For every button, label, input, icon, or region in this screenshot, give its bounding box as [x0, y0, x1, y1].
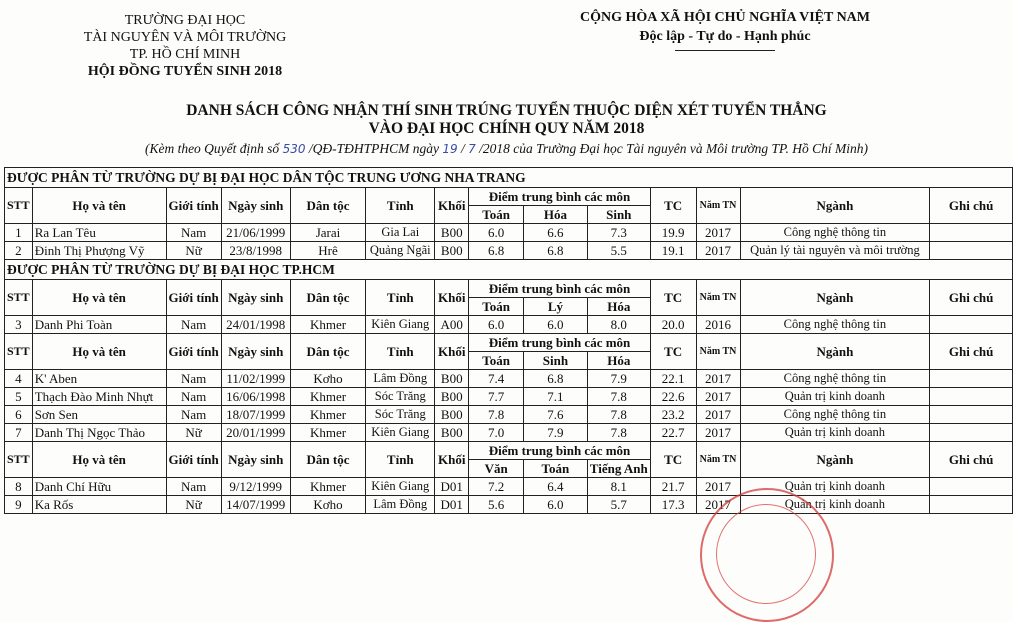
table-cell: 6.8 [524, 242, 588, 260]
table-cell: Quản trị kinh doanh [740, 424, 930, 442]
table-cell [930, 316, 1013, 334]
col-header-province: Tỉnh [366, 280, 435, 316]
table-cell: 7.4 [469, 370, 524, 388]
national-name: CỘNG HÒA XÃ HỘI CHỦ NGHĨA VIỆT NAM [579, 10, 870, 25]
section-title-row [5, 168, 1013, 188]
table-cell: 6.0 [524, 496, 588, 514]
table-cell: 11/02/1999 [221, 370, 290, 388]
table-cell: Khmer [290, 406, 366, 424]
table-row [5, 496, 1013, 514]
table-row [5, 370, 1013, 388]
table-cell: 9/12/1999 [221, 478, 290, 496]
admission-table-body [5, 168, 1013, 514]
subject-header: Toán [469, 352, 524, 370]
table-cell: 5.7 [587, 496, 650, 514]
table-cell: 22.7 [650, 424, 696, 442]
table-cell: Nam [166, 406, 221, 424]
table-cell: Quảng Ngãi [366, 242, 435, 260]
subject-header: Hóa [524, 206, 588, 224]
col-header-name: Họ và tên [32, 188, 166, 224]
table-cell: 5 [5, 388, 33, 406]
header-left-line-2: TÀI NGUYÊN VÀ MÔI TRƯỜNG [83, 30, 287, 45]
table-cell: Quản lý tài nguyên và môi trường [740, 242, 930, 260]
header-left-line-4: HỘI ĐỒNG TUYỂN SINH 2018 [87, 64, 283, 79]
table-cell: Ka Rốs [32, 496, 166, 514]
table-cell: Quản trị kinh doanh [740, 496, 930, 514]
col-header-dob: Ngày sinh [221, 188, 290, 224]
table-cell: Hrê [290, 242, 366, 260]
table-cell: 18/07/1999 [221, 406, 290, 424]
header-row [5, 442, 1013, 460]
table-cell: 7.9 [524, 424, 588, 442]
table-cell: 21/06/1999 [221, 224, 290, 242]
national-motto: Độc lập - Tự do - Hạnh phúc [639, 29, 811, 44]
col-header-dob: Ngày sinh [221, 334, 290, 370]
table-cell: Công nghệ thông tin [740, 370, 930, 388]
table-cell: 23/8/1998 [221, 242, 290, 260]
col-header-note: Ghi chú [930, 280, 1013, 316]
table-cell: 6.0 [469, 316, 524, 334]
document-title-line-2: VÀO ĐẠI HỌC CHÍNH QUY NĂM 2018 [368, 120, 645, 137]
col-header-stt: STT [5, 334, 33, 370]
col-header-stt: STT [5, 442, 33, 478]
subject-header: Hóa [587, 298, 650, 316]
table-cell: Lâm Đồng [366, 370, 435, 388]
col-header-avg: Điểm trung bình các môn [469, 442, 651, 460]
col-header-major: Ngành [740, 334, 930, 370]
col-header-province: Tỉnh [366, 334, 435, 370]
table-row [5, 424, 1013, 442]
table-cell: 7.8 [469, 406, 524, 424]
col-header-block: Khối [435, 188, 469, 224]
table-cell: 7.2 [469, 478, 524, 496]
header-left-line-1: TRƯỜNG ĐẠI HỌC [124, 13, 246, 28]
col-header-major: Ngành [740, 442, 930, 478]
table-cell: 22.1 [650, 370, 696, 388]
table-cell: Kơho [290, 370, 366, 388]
subject-header: Toán [469, 206, 524, 224]
table-cell: 6.8 [524, 370, 588, 388]
table-cell: Ra Lan Têu [32, 224, 166, 242]
table-cell: B00 [435, 224, 469, 242]
table-cell: Nam [166, 370, 221, 388]
table-cell: 6.0 [524, 316, 588, 334]
table-cell: 2017 [696, 224, 740, 242]
table-cell: 6.4 [524, 478, 588, 496]
table-cell: 20/01/1999 [221, 424, 290, 442]
col-header-ethnic: Dân tộc [290, 334, 366, 370]
table-cell: 2017 [696, 370, 740, 388]
table-cell: Đinh Thị Phượng Vỹ [32, 242, 166, 260]
table-cell [930, 424, 1013, 442]
col-header-ethnic: Dân tộc [290, 280, 366, 316]
admission-table [4, 167, 1013, 514]
subtitle-part-1: (Kèm theo Quyết định số [144, 141, 283, 156]
col-header-note: Ghi chú [930, 442, 1013, 478]
table-cell: Quản trị kinh doanh [740, 388, 930, 406]
table-cell: 6.8 [469, 242, 524, 260]
table-cell: 2017 [696, 388, 740, 406]
table-cell: 6.6 [524, 224, 588, 242]
table-cell: 14/07/1999 [221, 496, 290, 514]
table-row [5, 242, 1013, 260]
table-row [5, 224, 1013, 242]
table-cell: Nam [166, 478, 221, 496]
table-cell: 7.3 [587, 224, 650, 242]
table-cell: 8.0 [587, 316, 650, 334]
col-header-gender: Giới tính [166, 280, 221, 316]
national-header [520, 8, 930, 51]
table-cell: 6.0 [469, 224, 524, 242]
table-cell: 2017 [696, 424, 740, 442]
table-cell: Sóc Trăng [366, 388, 435, 406]
table-cell: 19.9 [650, 224, 696, 242]
col-header-block: Khối [435, 280, 469, 316]
table-row [5, 478, 1013, 496]
col-header-year: Năm TN [696, 280, 740, 316]
table-cell: 3 [5, 316, 33, 334]
table-cell: 9 [5, 496, 33, 514]
table-cell: Kơho [290, 496, 366, 514]
table-cell: Danh Phi Toàn [32, 316, 166, 334]
table-cell [930, 406, 1013, 424]
table-cell: Kiên Giang [366, 478, 435, 496]
table-cell: 19.1 [650, 242, 696, 260]
table-cell: 7.1 [524, 388, 588, 406]
table-cell [930, 496, 1013, 514]
table-cell: K' Aben [32, 370, 166, 388]
table-cell: 2017 [696, 496, 740, 514]
col-header-dob: Ngày sinh [221, 442, 290, 478]
table-cell: 2017 [696, 242, 740, 260]
table-cell: 7.8 [587, 388, 650, 406]
table-cell: Nữ [166, 242, 221, 260]
table-cell [930, 388, 1013, 406]
header-row [5, 188, 1013, 206]
subject-header: Toán [524, 460, 588, 478]
table-cell: 8 [5, 478, 33, 496]
col-header-avg: Điểm trung bình các môn [469, 334, 651, 352]
table-cell: Nam [166, 388, 221, 406]
table-cell: 5.6 [469, 496, 524, 514]
section-title-row [5, 260, 1013, 280]
decision-day: 19 [442, 142, 458, 156]
table-cell [930, 478, 1013, 496]
header-row [5, 280, 1013, 298]
table-cell: 24/01/1998 [221, 316, 290, 334]
subject-header: Hóa [587, 352, 650, 370]
table-cell: A00 [435, 316, 469, 334]
table-cell: B00 [435, 388, 469, 406]
col-header-note: Ghi chú [930, 188, 1013, 224]
col-header-year: Năm TN [696, 188, 740, 224]
table-cell: Công nghệ thông tin [740, 224, 930, 242]
table-cell: 21.7 [650, 478, 696, 496]
subtitle-sep: / [457, 141, 469, 156]
col-header-name: Họ và tên [32, 442, 166, 478]
table-cell: Jarai [290, 224, 366, 242]
table-cell: 7.0 [469, 424, 524, 442]
col-header-ethnic: Dân tộc [290, 442, 366, 478]
table-cell: Lâm Đồng [366, 496, 435, 514]
table-cell: Thạch Đào Minh Nhựt [32, 388, 166, 406]
table-cell [930, 370, 1013, 388]
col-header-gender: Giới tính [166, 188, 221, 224]
table-cell: 22.6 [650, 388, 696, 406]
table-cell: 7.9 [587, 370, 650, 388]
decision-number: 530 [282, 142, 306, 156]
table-cell: Quản trị kinh doanh [740, 478, 930, 496]
table-cell: 8.1 [587, 478, 650, 496]
table-cell: Sóc Trăng [366, 406, 435, 424]
subject-header: Tiếng Anh [587, 460, 650, 478]
table-cell: Khmer [290, 316, 366, 334]
table-cell: Công nghệ thông tin [740, 406, 930, 424]
table-cell: 20.0 [650, 316, 696, 334]
table-cell: Khmer [290, 478, 366, 496]
col-header-gender: Giới tính [166, 334, 221, 370]
subtitle-part-3: /2018 của Trường Đại học Tài nguyên và Môi trường TP. Hồ Chí Minh) [475, 141, 869, 156]
col-header-ethnic: Dân tộc [290, 188, 366, 224]
document-subtitle [0, 141, 1013, 157]
table-row [5, 388, 1013, 406]
table-cell: B00 [435, 370, 469, 388]
decision-month: 7 [468, 142, 476, 156]
table-cell: 16/06/1998 [221, 388, 290, 406]
col-header-major: Ngành [740, 280, 930, 316]
col-header-gender: Giới tính [166, 442, 221, 478]
table-cell: Nam [166, 316, 221, 334]
col-header-major: Ngành [740, 188, 930, 224]
col-header-avg: Điểm trung bình các môn [469, 188, 651, 206]
col-header-name: Họ và tên [32, 334, 166, 370]
table-cell: Kiên Giang [366, 316, 435, 334]
table-cell [930, 224, 1013, 242]
table-cell: 2016 [696, 316, 740, 334]
table-cell: 2017 [696, 406, 740, 424]
col-header-province: Tỉnh [366, 442, 435, 478]
col-header-tc: TC [650, 188, 696, 224]
col-header-dob: Ngày sinh [221, 280, 290, 316]
header-row [5, 334, 1013, 352]
table-cell: B00 [435, 424, 469, 442]
table-cell: B00 [435, 406, 469, 424]
section-title: ĐƯỢC PHÂN TỪ TRƯỜNG DỰ BỊ ĐẠI HỌC DÂN TỘC TRUNG ƯƠNG NHA TRANG [5, 168, 1013, 188]
table-cell: Khmer [290, 388, 366, 406]
col-header-province: Tỉnh [366, 188, 435, 224]
table-cell: 2 [5, 242, 33, 260]
col-header-block: Khối [435, 334, 469, 370]
table-cell: Nam [166, 224, 221, 242]
table-cell: 5.5 [587, 242, 650, 260]
subtitle-part-2: /QĐ-TĐHTPHCM ngày [305, 141, 443, 156]
col-header-year: Năm TN [696, 442, 740, 478]
col-header-block: Khối [435, 442, 469, 478]
table-row [5, 316, 1013, 334]
col-header-tc: TC [650, 280, 696, 316]
table-cell: Gia Lai [366, 224, 435, 242]
table-cell: 4 [5, 370, 33, 388]
table-cell: Danh Thị Ngọc Thảo [32, 424, 166, 442]
table-cell: 7.8 [587, 406, 650, 424]
col-header-stt: STT [5, 280, 33, 316]
header-left-line-3: TP. HỒ CHÍ MINH [129, 47, 241, 62]
col-header-note: Ghi chú [930, 334, 1013, 370]
subject-header: Lý [524, 298, 588, 316]
table-cell: 7 [5, 424, 33, 442]
col-header-year: Năm TN [696, 334, 740, 370]
table-cell: D01 [435, 496, 469, 514]
table-cell: Khmer [290, 424, 366, 442]
table-cell: Kiên Giang [366, 424, 435, 442]
subject-header: Văn [469, 460, 524, 478]
table-cell: Sơn Sen [32, 406, 166, 424]
col-header-avg: Điểm trung bình các môn [469, 280, 651, 298]
table-cell [930, 242, 1013, 260]
table-cell: 23.2 [650, 406, 696, 424]
table-cell: 7.7 [469, 388, 524, 406]
subject-header: Sinh [587, 206, 650, 224]
col-header-tc: TC [650, 442, 696, 478]
table-cell: 2017 [696, 478, 740, 496]
table-cell: B00 [435, 242, 469, 260]
institution-header [60, 12, 310, 80]
table-cell: Danh Chí Hữu [32, 478, 166, 496]
col-header-name: Họ và tên [32, 280, 166, 316]
col-header-tc: TC [650, 334, 696, 370]
table-cell: Công nghệ thông tin [740, 316, 930, 334]
table-cell: Nữ [166, 424, 221, 442]
subject-header: Sinh [524, 352, 588, 370]
table-cell: 6 [5, 406, 33, 424]
document-title-line-1: DANH SÁCH CÔNG NHẬN THÍ SINH TRÚNG TUYỂN THUỘC DIỆN XÉT TUYỂN THẲNG [186, 102, 827, 119]
table-cell: 7.8 [587, 424, 650, 442]
table-cell: D01 [435, 478, 469, 496]
subject-header: Toán [469, 298, 524, 316]
table-cell: Nữ [166, 496, 221, 514]
col-header-stt: STT [5, 188, 33, 224]
header-underline [675, 50, 775, 51]
official-seal-inner [716, 504, 816, 604]
table-row [5, 406, 1013, 424]
section-title: ĐƯỢC PHÂN TỪ TRƯỜNG DỰ BỊ ĐẠI HỌC TP.HCM [5, 260, 1013, 280]
table-cell: 1 [5, 224, 33, 242]
table-cell: 17.3 [650, 496, 696, 514]
table-cell: 7.6 [524, 406, 588, 424]
